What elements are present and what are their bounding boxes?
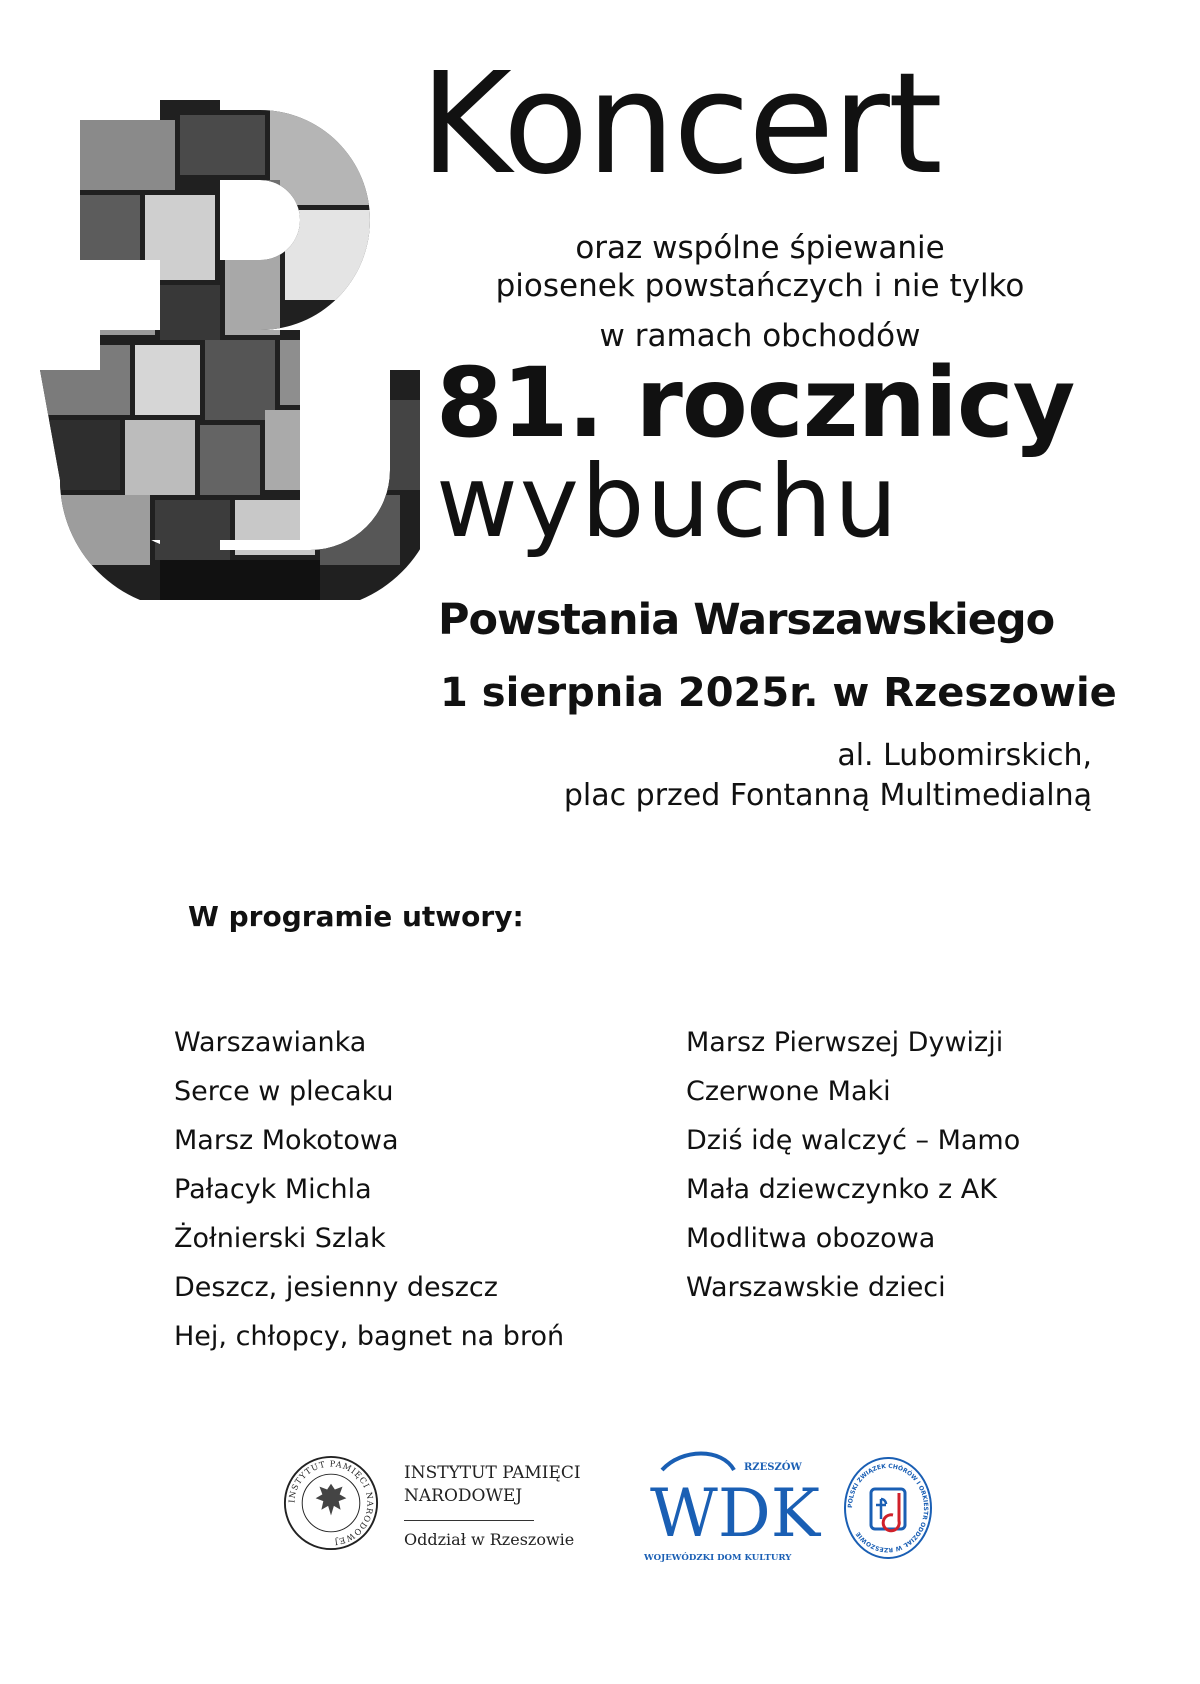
- program-item: Marsz Pierwszej Dywizji: [686, 1027, 1004, 1058]
- program-item: Dziś idę walczyć – Mamo: [686, 1125, 1021, 1156]
- program-item: Warszawianka: [174, 1027, 367, 1058]
- program-list-left: [174, 1018, 564, 1361]
- wdk-logo: [640, 1448, 821, 1566]
- event-date-place: 1 sierpnia 2025r. w Rzeszowie: [440, 670, 1117, 716]
- pzchio-ring-text: POLSKI ZWIĄZEK CHÓRÓW I ORKIESTR ODDZIAŁ W RZESZOWIE: [846, 1462, 930, 1554]
- ipn-name: [404, 1462, 581, 1508]
- program-item: Czerwone Maki: [686, 1076, 891, 1107]
- pzchio-logo: [843, 1455, 933, 1561]
- address-line-1: al. Lubomirskich,: [837, 738, 1092, 773]
- program-item: Serce w plecaku: [174, 1076, 394, 1107]
- anniversary-heading: 81. rocznicy: [436, 347, 1075, 459]
- kotwica-photo-collage-emblem: [40, 100, 420, 600]
- program-item: Pałacyk Michla: [174, 1174, 372, 1205]
- wdk-letters: WDK: [650, 1475, 821, 1552]
- program-item: Modlitwa obozowa: [686, 1223, 936, 1254]
- ipn-eagle-seal-logo: [283, 1455, 379, 1551]
- wdk-name: WOJEWÓDZKI DOM KULTURY: [644, 1553, 792, 1563]
- subtitle-line-1: oraz wspólne śpiewanie: [575, 230, 945, 266]
- ipn-name-line-2: NARODOWEJ: [404, 1486, 523, 1506]
- program-item: Żołnierski Szlak: [174, 1223, 386, 1254]
- address-line-2: plac przed Fontanną Multimedialną: [563, 778, 1092, 813]
- program-item: Deszcz, jesienny deszcz: [174, 1272, 498, 1303]
- poster-title: Koncert: [420, 43, 941, 206]
- subtitle-line-3: w ramach obchodów: [599, 318, 921, 354]
- program-heading: W programie utwory:: [188, 900, 524, 933]
- subtitle-line-2: piosenek powstańczych i nie tylko: [495, 268, 1025, 304]
- program-list-right: [686, 1018, 1020, 1312]
- svg-text:POLSKI ZWIĄZEK CHÓRÓW I ORKIES: [847, 1463, 929, 1553]
- outbreak-heading: wybuchu: [436, 443, 900, 560]
- uprising-heading: Powstania Warszawskiego: [438, 595, 1055, 645]
- program-item: Hej, chłopcy, bagnet na broń: [174, 1321, 565, 1352]
- ipn-branch: Oddział w Rzeszowie: [404, 1530, 575, 1549]
- program-item: Mała dziewczynko z AK: [686, 1174, 997, 1205]
- wdk-city: RZESZÓW: [744, 1462, 802, 1473]
- ipn-seal-ring-text: INSTYTUT PAMIĘCI NARODOWEJ: [286, 1458, 376, 1548]
- ipn-divider: [404, 1520, 534, 1521]
- program-item: Marsz Mokotowa: [174, 1125, 399, 1156]
- program-item: Warszawskie dzieci: [686, 1272, 946, 1303]
- ipn-name-line-1: INSTYTUT PAMIĘCI: [404, 1463, 581, 1483]
